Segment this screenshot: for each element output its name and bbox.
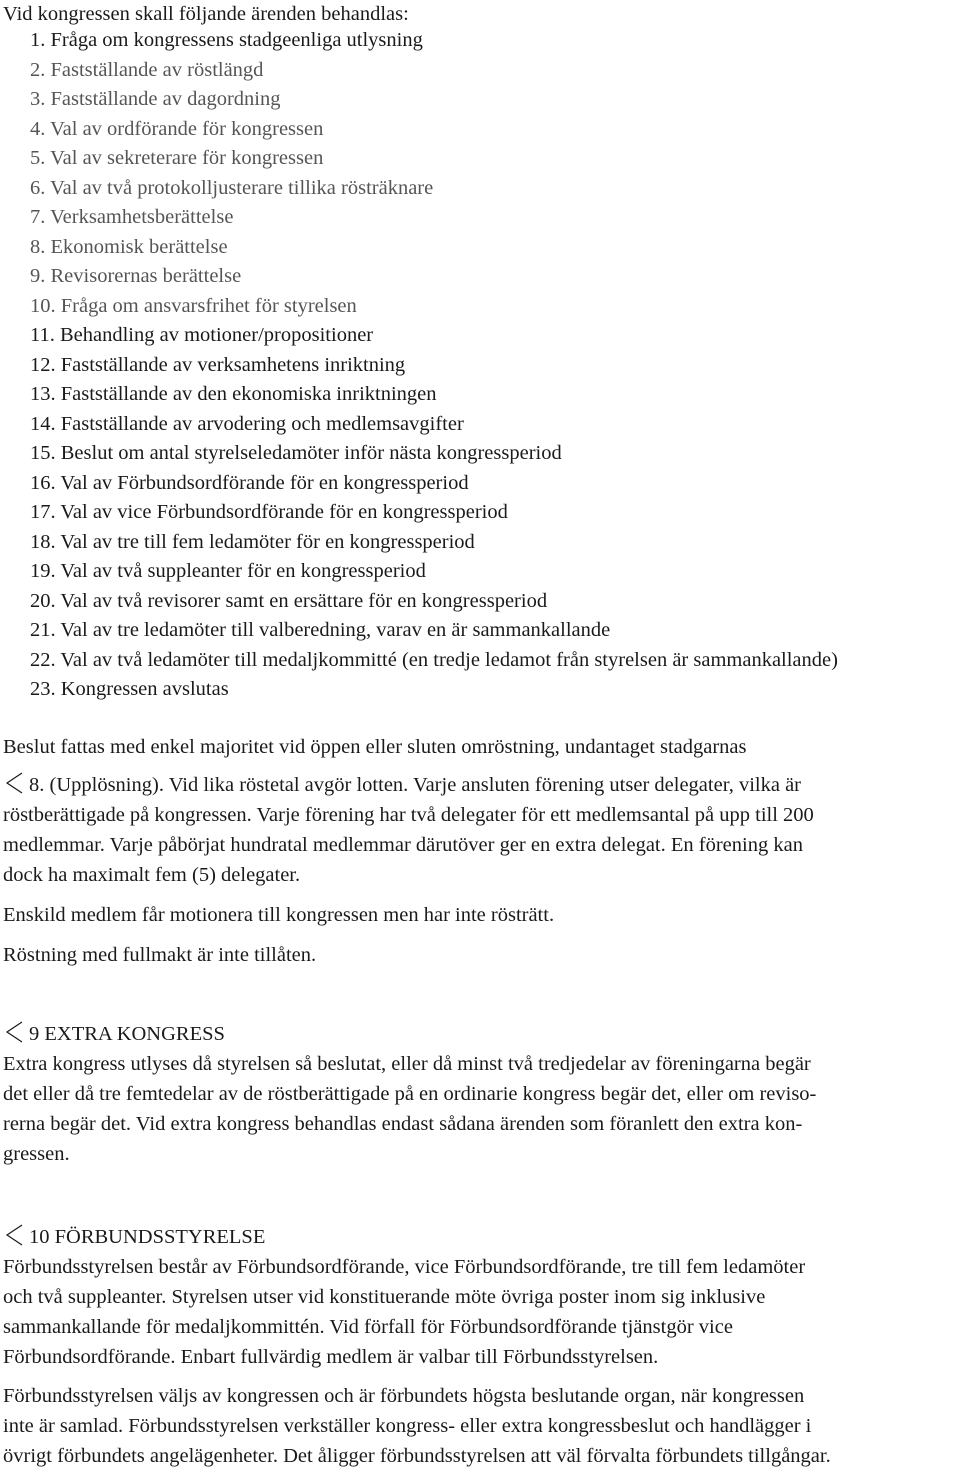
section-10-line: och två suppleanter. Styrelsen utser vid konstituerande möte övriga poster inom sig inklusive: [3, 1286, 766, 1308]
section-10-line: sammankallande för medaljkommittén. Vid förfall för Förbundsordförande tjänstgör vice: [3, 1316, 733, 1338]
section-10-line: Förbundsstyrelsen består av Förbundsordförande, vice Förbundsordförande, tre till fem ledamöter: [3, 1256, 806, 1278]
agenda-item: 22. Val av två ledamöter till medaljkommitté (en tredje ledamot från styrelsen är sammankallande): [30, 648, 838, 671]
agenda-item: 1. Fråga om kongressens stadgeenliga utlysning: [30, 29, 423, 51]
agenda-item: 21. Val av tre ledamöter till valberedning, varav en är sammankallande: [30, 619, 611, 641]
section-9-line: gressen.: [3, 1143, 70, 1165]
agenda-item: 13. Fastställande av den ekonomiska inriktningen: [30, 383, 437, 405]
agenda-item: 5. Val av sekreterare för kongressen: [30, 147, 324, 169]
agenda-item: 12. Fastställande av verksamhetens inriktning: [30, 353, 406, 376]
intro-text: Vid kongressen skall följande ärenden behandlas:: [3, 3, 409, 25]
decision-line: 8. (Upplösning). Vid lika röstetal avgör lotten. Varje ansluten förening utser delegater, vilka är: [3, 770, 953, 800]
agenda-item: 11. Behandling av motioner/propositioner: [30, 324, 374, 346]
agenda-item: 15. Beslut om antal styrelseledamöter inför nästa kongressperiod: [30, 442, 562, 464]
motion-note: Enskild medlem får motionera till kongressen men har inte rösträtt.: [3, 904, 555, 926]
agenda-item: 19. Val av två suppleanter för en kongressperiod: [30, 560, 426, 582]
section-9-line: det eller då tre femtedelar av de röstberättigade på en ordinarie kongress begär det, eller om reviso-: [3, 1083, 817, 1105]
agenda-item: 4. Val av ordförande för kongressen: [30, 117, 324, 140]
agenda-item: 23. Kongressen avslutas: [30, 678, 229, 700]
agenda-item: 20. Val av två revisorer samt en ersättare för en kongressperiod: [30, 589, 548, 612]
agenda-item: 14. Fastställande av arvodering och medlemsavgifter: [30, 412, 464, 435]
decision-line: röstberättigade på kongressen. Varje förening har två delegater för ett medlemsantal på upp till 200: [3, 804, 814, 826]
section-9-title: 9 EXTRA KONGRESS: [29, 1023, 225, 1045]
section-10-body-2: [3, 1381, 953, 1471]
section-10-body-1: [3, 1252, 953, 1372]
section-9-heading: [3, 1019, 225, 1049]
section-sign-icon: [3, 1020, 25, 1044]
section-10-line: Förbundsordförande. Enbart fullvärdig medlem är valbar till Förbundsstyrelsen.: [3, 1346, 659, 1368]
decision-line: Beslut fattas med enkel majoritet vid öppen eller sluten omröstning, undantaget stadgarnas: [3, 736, 747, 758]
section-sign-icon: [3, 771, 25, 795]
agenda-item: 2. Fastställande av röstlängd: [30, 58, 264, 81]
agenda-item: 18. Val av tre till fem ledamöter för en kongressperiod: [30, 530, 475, 553]
section-10-line: övrigt förbundets angelägenheter. Det åligger förbundsstyrelsen att väl förvalta förbundets tillgångar.: [3, 1445, 831, 1467]
agenda-item: 10. Fråga om ansvarsfrihet för styrelsen: [30, 294, 357, 317]
section-10-line: Förbundsstyrelsen väljs av kongressen och är förbundets högsta beslutande organ, när kongressen: [3, 1385, 805, 1407]
agenda-item: 17. Val av vice Förbundsordförande för en kongressperiod: [30, 501, 508, 523]
decision-line: medlemmar. Varje påbörjat hundratal medlemmar därutöver ger en extra delegat. En förening kan: [3, 834, 803, 856]
agenda-item: 9. Revisorernas berättelse: [30, 265, 242, 287]
agenda-item: 8. Ekonomisk berättelse: [30, 235, 228, 258]
decision-paragraph: [3, 732, 953, 762]
section-10-heading: [3, 1222, 265, 1252]
agenda-item: 7. Verksamhetsberättelse: [30, 206, 234, 228]
section-10-line: inte är samlad. Förbundsstyrelsen verkställer kongress- eller extra kongressbeslut och handlägger i: [3, 1415, 812, 1437]
agenda-list: [30, 26, 838, 705]
decision-line: dock ha maximalt fem (5) delegater.: [3, 864, 301, 886]
agenda-item: 3. Fastställande av dagordning: [30, 88, 281, 110]
section-sign-icon: [3, 1223, 25, 1247]
section-9-body: [3, 1049, 953, 1169]
agenda-item: 16. Val av Förbundsordförande för en kongressperiod: [30, 471, 469, 494]
agenda-item: 6. Val av två protokolljusterare tillika rösträknare: [30, 176, 434, 199]
decision-continuation: [3, 770, 953, 890]
section-10-title: 10 FÖRBUNDSSTYRELSE: [29, 1226, 266, 1248]
proxy-note: Röstning med fullmakt är inte tillåten.: [3, 944, 317, 966]
section-9-line: Extra kongress utlyses då styrelsen så beslutat, eller då minst två tredjedelar av föreningarna begär: [3, 1053, 811, 1075]
section-9-line: rerna begär det. Vid extra kongress behandlas endast sådana ärenden som föranlett den extra kon-: [3, 1113, 803, 1135]
